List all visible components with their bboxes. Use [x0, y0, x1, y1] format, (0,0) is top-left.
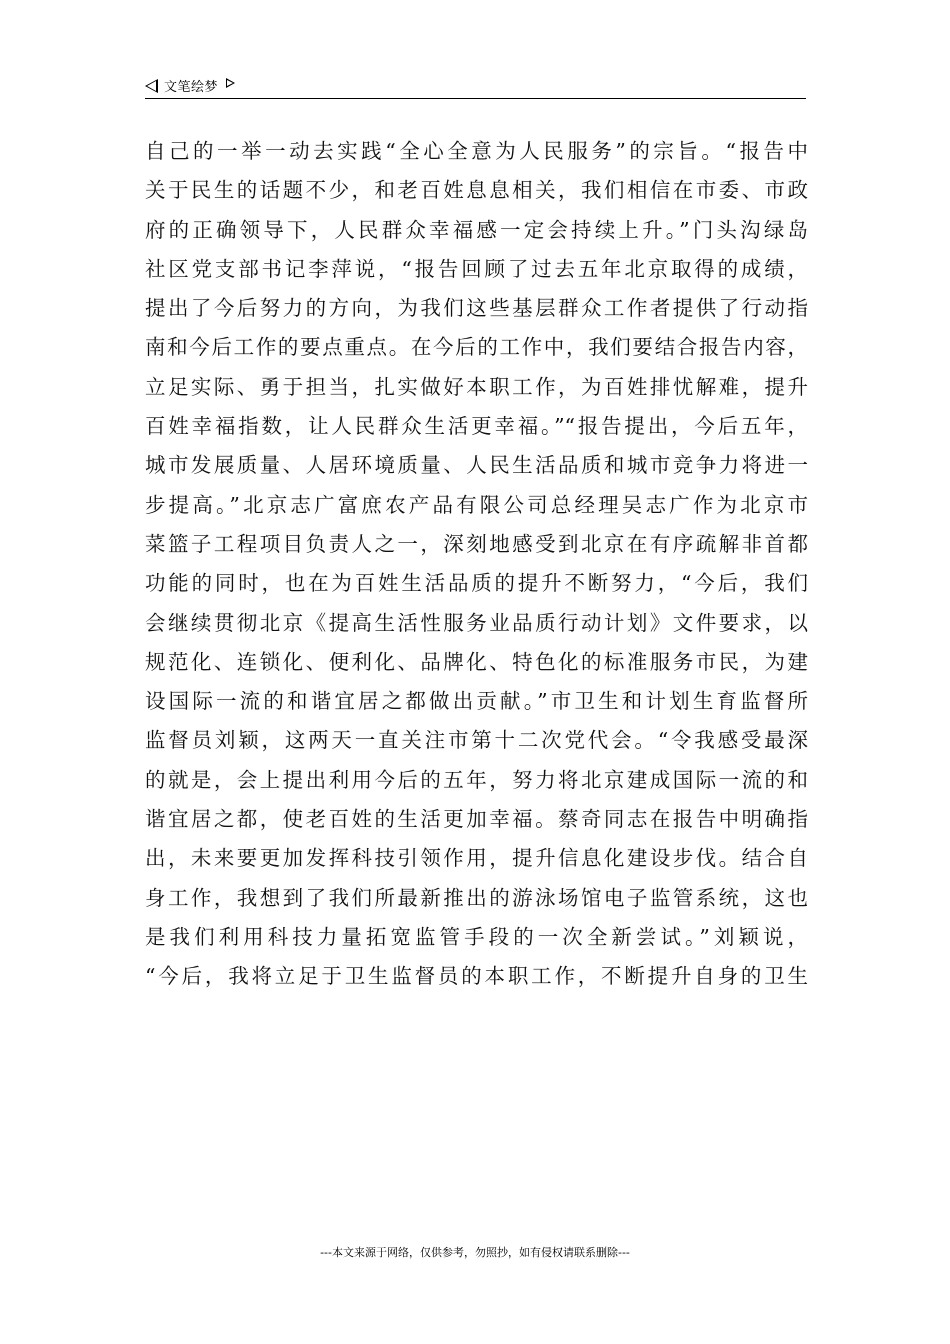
body-line: 规范化、连锁化、便利化、品牌化、特色化的标准服务市民，为建	[145, 649, 808, 674]
body-line: 南和今后工作的要点重点。在今后的工作中，我们要结合报告内容，	[145, 335, 808, 360]
body-line: 菜篮子工程项目负责人之一，深刻地感受到北京在有序疏解非首都	[145, 531, 808, 556]
body-line: 谐宜居之都，使老百姓的生活更加幸福。蔡奇同志在报告中明确指	[145, 807, 808, 832]
body-line: 监督员刘颖，这两天一直关注市第十二次党代会。“令我感受最深	[145, 728, 808, 753]
footer-notice: ---本文来源于网络，仅供参考，勿照抄，如有侵权请联系删除---	[320, 1246, 630, 1259]
body-line: 是我们利用科技力量拓宽监管手段的一次全新尝试。”刘颖说，	[145, 924, 808, 949]
body-line: 提出了今后努力的方向，为我们这些基层群众工作者提供了行动指	[145, 296, 808, 321]
body-line: 立足实际、勇于担当，扎实做好本职工作，为百姓排忧解难，提升	[145, 374, 808, 399]
body-line: 设国际一流的和谐宜居之都做出贡献。”市卫生和计划生育监督所	[145, 689, 808, 714]
body-line: 自己的一举一动去实践“全心全意为人民服务”的宗旨。“报告中	[145, 139, 808, 163]
page-header	[145, 72, 806, 99]
body-line: 功能的同时，也在为百姓生活品质的提升不断努力，“今后，我们	[145, 571, 808, 596]
left-triangle-icon	[145, 79, 158, 93]
body-line: “今后，我将立足于卫生监督员的本职工作，不断提升自身的卫生	[145, 964, 808, 989]
body-line: 会继续贯彻北京《提高生活性服务业品质行动计划》文件要求，以	[145, 610, 808, 635]
body-line: 社区党支部书记李萍说，“报告回顾了过去五年北京取得的成绩，	[145, 256, 808, 281]
header-brand: 文笔绘梦	[164, 80, 219, 95]
header-brand-group	[145, 76, 235, 95]
body-line: 关于民生的话题不少，和老百姓息息相关，我们相信在市委、市政	[145, 178, 808, 203]
article-body	[145, 132, 808, 997]
body-line: 府的正确领导下，人民群众幸福感一定会持续上升。”门头沟绿岛	[145, 217, 808, 242]
body-line: 身工作，我想到了我们所最新推出的游泳场馆电子监管系统，这也	[145, 885, 808, 910]
body-line: 城市发展质量、人居环境质量、人民生活品质和城市竞争力将进一	[145, 453, 808, 478]
body-line: 百姓幸福指数，让人民群众生活更幸福。”“报告提出，今后五年，	[145, 414, 808, 439]
right-triangle-icon	[226, 78, 235, 88]
body-line: 步提高。”北京志广富庶农产品有限公司总经理吴志广作为北京市	[145, 492, 808, 517]
body-line: 出，未来要更加发挥科技引领作用，提升信息化建设步伐。结合自	[145, 846, 808, 871]
body-line: 的就是，会上提出利用今后的五年，努力将北京建成国际一流的和	[145, 767, 808, 792]
